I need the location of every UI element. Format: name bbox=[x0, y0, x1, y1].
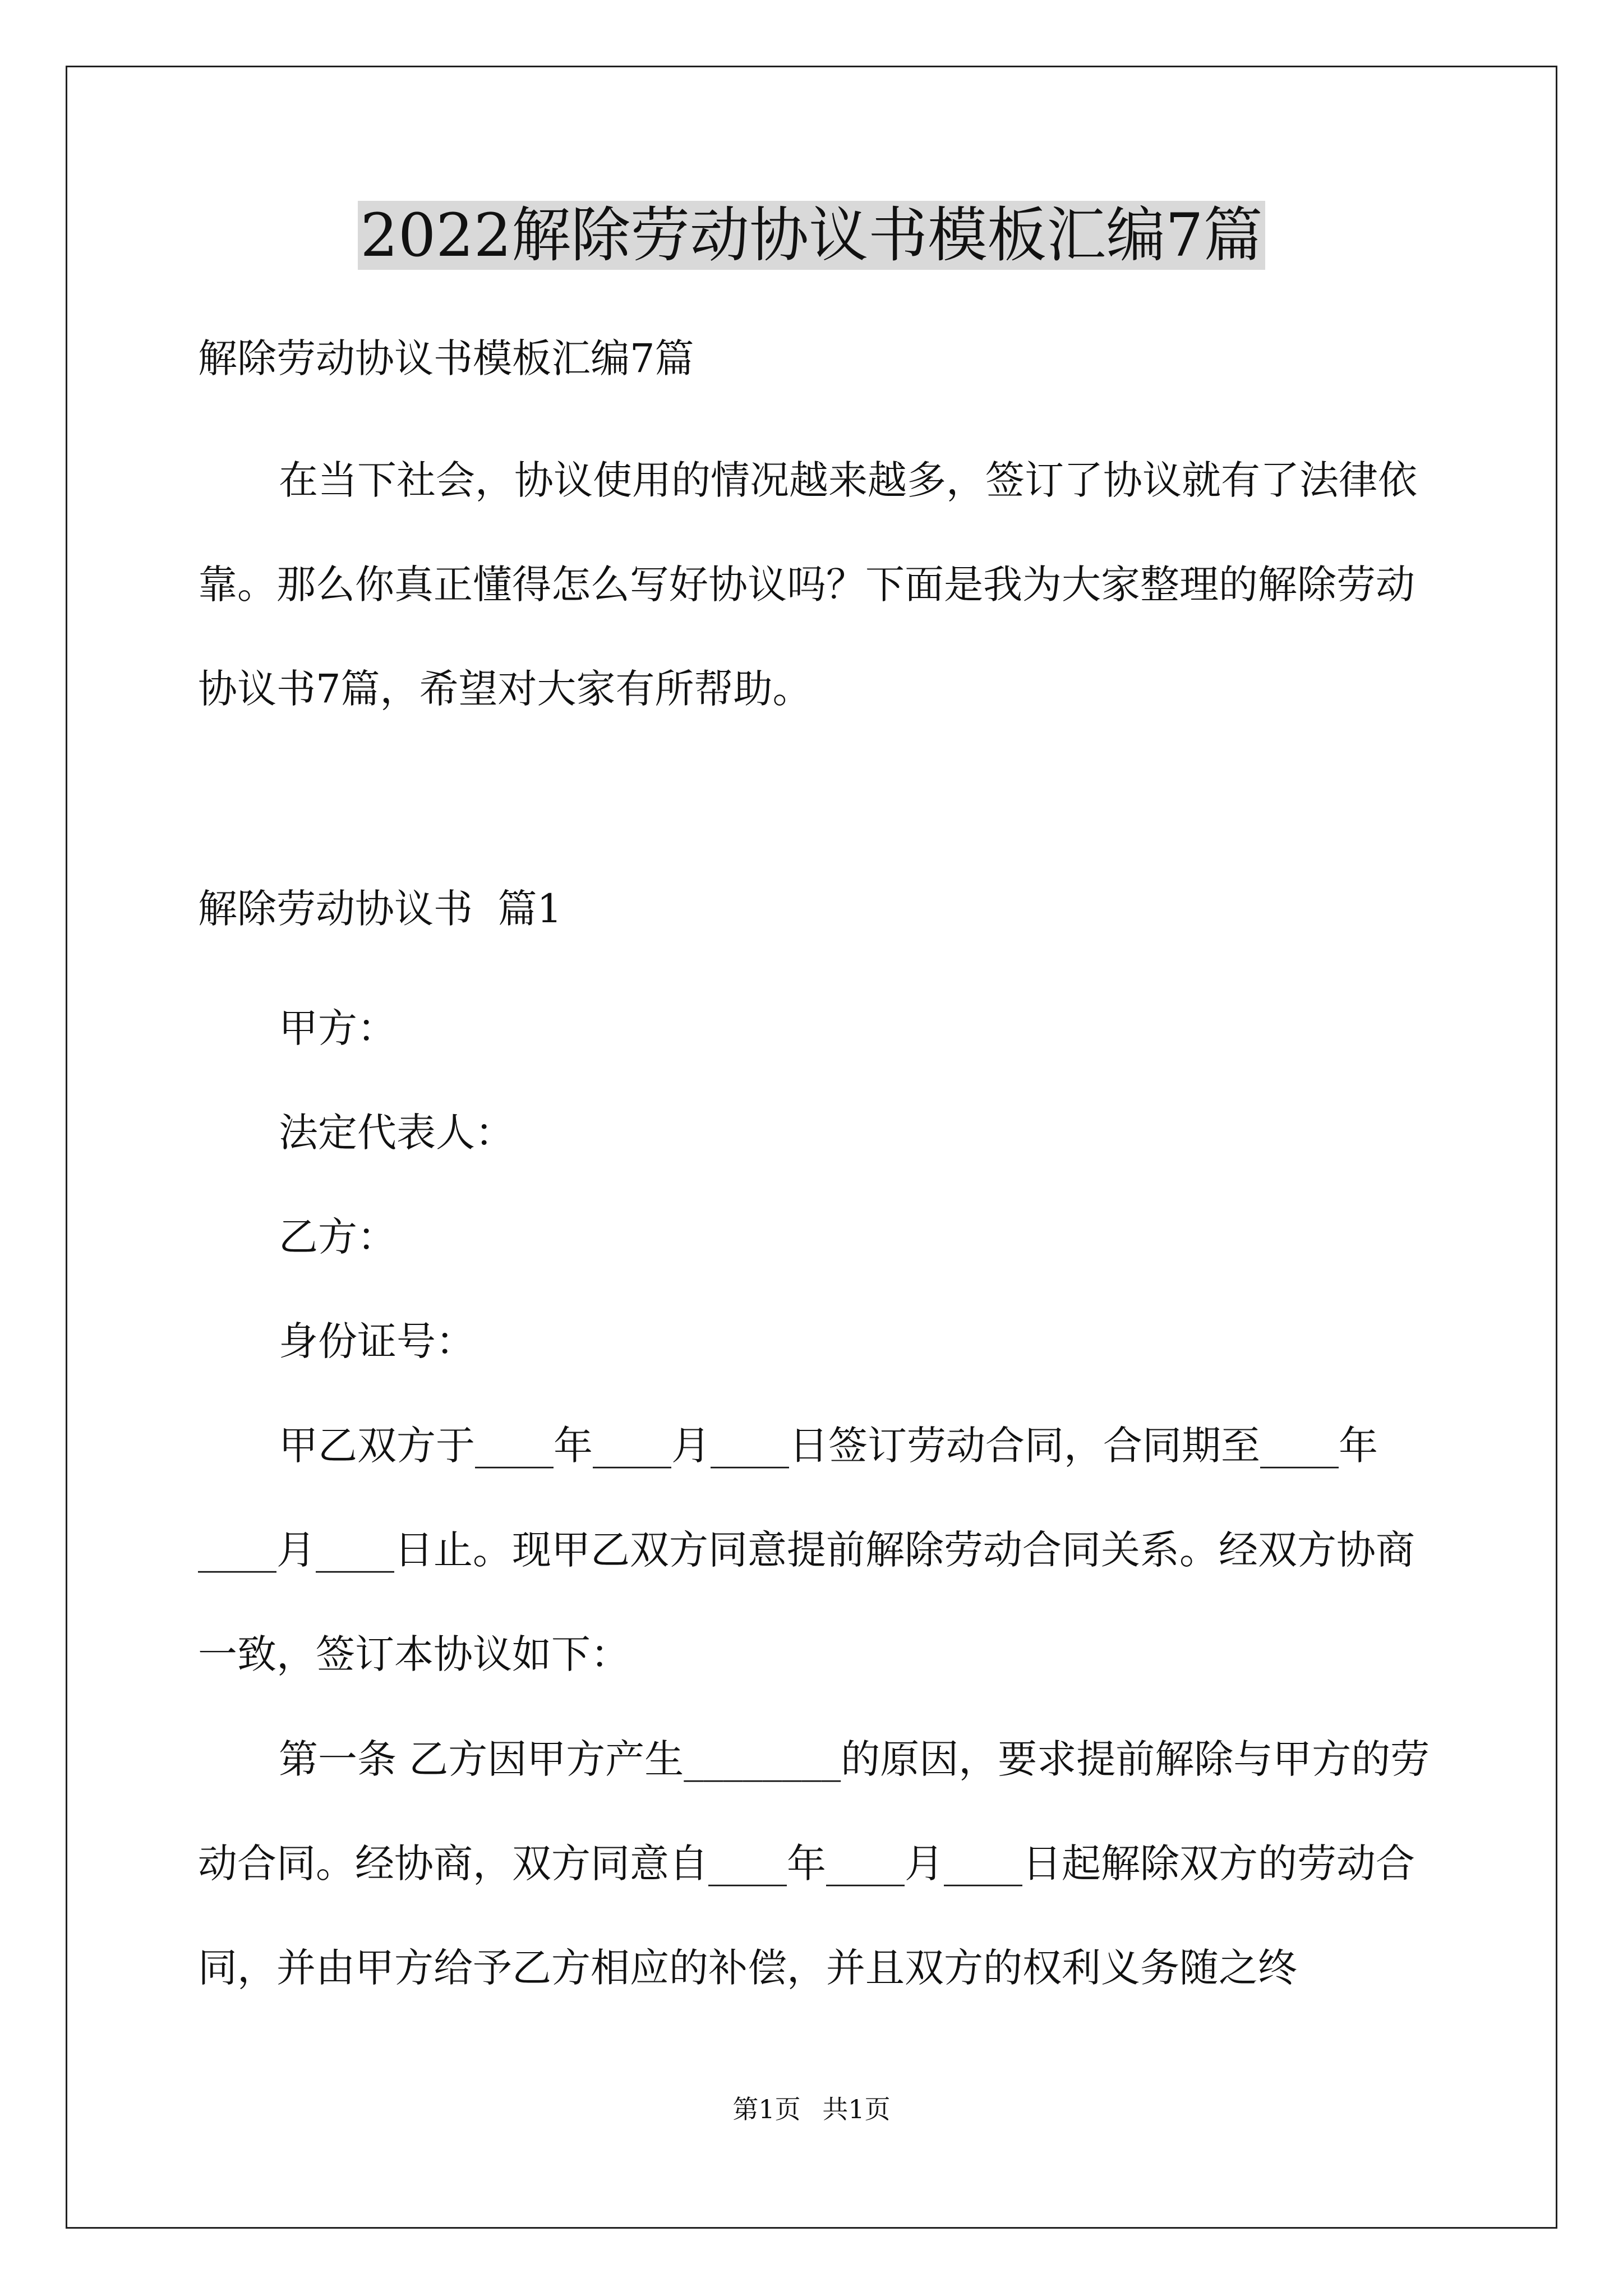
document-subtitle: 解除劳动协议书模板汇编7篇 bbox=[198, 335, 694, 381]
intro-paragraph: 在当下社会，协议使用的情况越来越多，签订了协议就有了法律依靠。那么你真正懂得怎么写好协议吗？下面是我为大家整理的解除劳动协议书7篇，希望对大家有所帮助。 bbox=[198, 457, 1417, 712]
legal-rep-field: 法定代表人： bbox=[279, 1110, 514, 1156]
page-total: 共1页 bbox=[822, 2094, 891, 2124]
party-b-field: 乙方： bbox=[279, 1214, 396, 1260]
document-title bbox=[0, 194, 1623, 278]
contract-paragraph-2: 第一条 乙方因甲方产生________的原因，要求提前解除与甲方的劳动合同。经协商，双方同意自____年____月____日起解除双方的劳动合同，并由甲方给予乙方相应的补偿，并且双方的权利义务随之终 bbox=[198, 1736, 1430, 1991]
contract-paragraph-1: 甲乙双方于____年____月____日签订劳动合同，合同期至____年____月____日止。现甲乙双方同意提前解除劳动合同关系。经双方协商一致，签订本协议如下： bbox=[198, 1423, 1415, 1677]
party-a-field: 甲方： bbox=[279, 1005, 396, 1051]
page-footer bbox=[0, 2090, 1623, 2129]
document-title-text: 2022解除劳动协议书模板汇编7篇 bbox=[358, 201, 1265, 270]
section-heading: 解除劳动协议书 篇1 bbox=[198, 886, 562, 932]
id-number-field: 身份证号： bbox=[279, 1318, 475, 1364]
page-number: 第1页 bbox=[732, 2094, 801, 2124]
